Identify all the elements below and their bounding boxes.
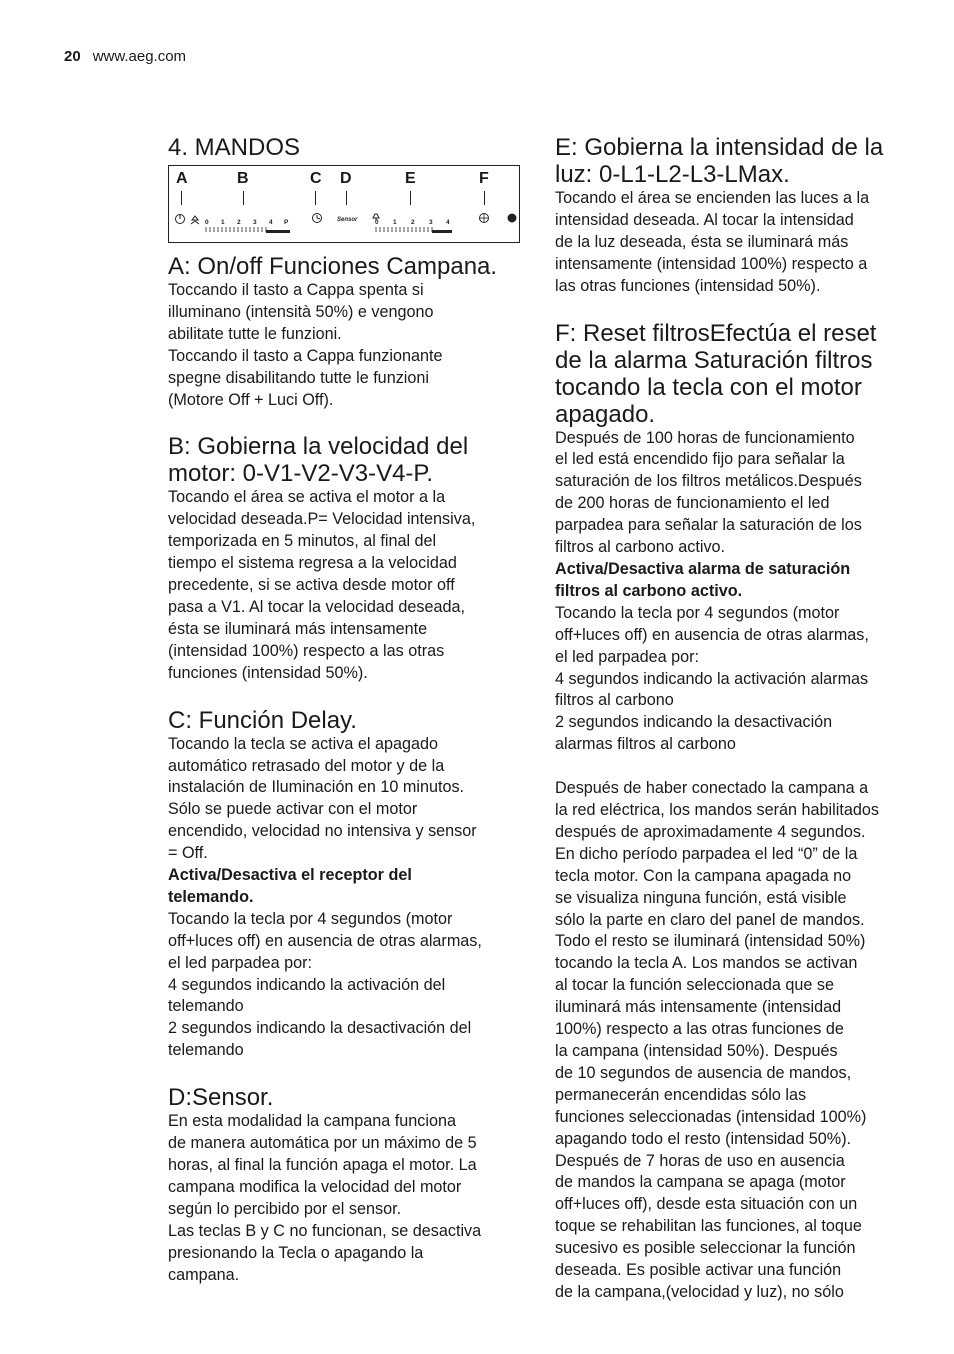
c-line: Sólo se puede activar con el motor xyxy=(168,800,418,819)
section-title: 4. MANDOS xyxy=(168,134,301,161)
f-line2: filtros al carbono xyxy=(555,691,674,710)
light-0: 0 xyxy=(375,219,379,226)
g-line: apagando todo el resto (intensidad 50%). xyxy=(555,1129,852,1148)
e-line: las otras funciones (intensidad 50%). xyxy=(555,276,821,295)
f-line: de 200 horas de funcionamiento el led xyxy=(555,494,830,513)
sensor-text: Sensor xyxy=(337,217,358,223)
g-line: toque se rehabilitan las funciones, al toque xyxy=(555,1217,862,1236)
g-line: 100%) respecto a las otras funciones de xyxy=(555,1020,844,1039)
panel-label-c: C xyxy=(310,170,322,187)
motor-4: 4 xyxy=(269,219,273,226)
a-line: Toccando il tasto a Cappa funzionante xyxy=(168,346,443,365)
section-e-title: E: Gobierna la intensidad de la xyxy=(555,134,884,161)
f-line2: off+luces off) en ausencia de otras alarmas, xyxy=(555,625,869,644)
c-bold-line: telemando. xyxy=(168,887,254,906)
b-line: pasa a V1. Al tocar la velocidad deseada, xyxy=(168,597,465,616)
c-line: Tocando la tecla se activa el apagado xyxy=(168,734,438,753)
light-scale xyxy=(375,219,450,226)
f-line: filtros al carbono activo. xyxy=(555,538,726,557)
b-line: Tocando el área se activa el motor a la xyxy=(168,488,446,507)
g-line: funciones seleccionadas (intensidad 100%) xyxy=(555,1107,867,1126)
f-line2: 4 segundos indicando la activación alarmas xyxy=(555,669,869,688)
fan-icon xyxy=(191,216,199,224)
section-f-title: apagado. xyxy=(555,400,656,428)
f-line: parpadea para señalar la saturación de los xyxy=(555,516,862,535)
motor-2: 2 xyxy=(237,219,241,226)
f-line2: Tocando la tecla por 4 segundos (motor xyxy=(555,603,840,622)
right-column xyxy=(555,134,917,1304)
g-line: Después de haber conectado la campana a xyxy=(555,779,869,798)
section-f-title: tocando la tecla con el motor xyxy=(555,373,862,401)
b-line: temporizada en 5 minutos, al final del xyxy=(168,532,437,551)
light-3: 3 xyxy=(429,219,433,226)
light-2: 2 xyxy=(411,219,415,226)
c-line: instalación de Iluminación en 10 minutos. xyxy=(168,778,465,797)
f-line: saturación de los filtros metálicos.Después xyxy=(555,472,862,491)
g-line: Después de 7 horas de uso en ausencia xyxy=(555,1151,845,1170)
f-line2: el led parpadea por: xyxy=(555,647,699,666)
g-line: off+luces off), desde esta situación con un xyxy=(555,1195,858,1214)
a-line: abilitate tutte le funzioni. xyxy=(168,324,342,343)
g-line: deseada. Es posible activar una función xyxy=(555,1261,842,1280)
b-line: precedente, si se activa desde motor off xyxy=(168,576,455,595)
section-e-title: luz: 0-L1-L2-L3-LMax. xyxy=(555,161,790,188)
section-f-title: F: Reset filtrosEfectúa el reset xyxy=(555,319,877,347)
motor-p: P xyxy=(284,219,289,226)
d-line: campana. xyxy=(168,1265,240,1284)
e-line: intensidad deseada. Al tocar la intensidad xyxy=(555,210,854,229)
panel-label-f: F xyxy=(479,170,489,187)
b-line: tiempo el sistema regresa a la velocidad xyxy=(168,554,457,573)
g-line: tocando la tecla A. Los mandos se activan xyxy=(555,954,858,973)
f-line2: 2 segundos indicando la desactivación xyxy=(555,713,833,732)
g-line: al tocar la función seleccionada que se xyxy=(555,976,834,995)
c-line2: telemando xyxy=(168,997,244,1016)
section-b-title: motor: 0-V1-V2-V3-V4-P. xyxy=(168,460,433,488)
g-line: sólo la parte en claro del panel de mandos. xyxy=(555,910,865,929)
d-line: En esta modalidad la campana funciona xyxy=(168,1112,456,1131)
e-line: de la luz deseada, ésta se iluminará más xyxy=(555,232,849,251)
section-f-title: de la alarma Saturación filtros xyxy=(555,346,873,374)
motor-scale xyxy=(205,219,289,226)
e-line: intensamente (intensidad 100%) respecto a xyxy=(555,254,868,273)
section-d-title: D:Sensor. xyxy=(168,1084,274,1112)
c-line2: off+luces off) en ausencia de otras alarmas, xyxy=(168,931,482,950)
g-line: iluminará más intensamente (intensidad xyxy=(555,998,842,1017)
light-4: 4 xyxy=(446,219,450,226)
grid-filter-icon xyxy=(480,214,489,223)
d-line: de manera automática por un máximo de 5 xyxy=(168,1134,477,1153)
g-line: la campana (intensidad 50%). Después xyxy=(555,1042,838,1060)
left-column xyxy=(168,134,516,1286)
g-line: permanecerán encendidas sólo las xyxy=(555,1085,807,1104)
g-line: se visualiza ninguna función, está visible xyxy=(555,888,847,907)
c-line2: el led parpadea por: xyxy=(168,953,312,972)
d-line: presionando la Tecla o apagando la xyxy=(168,1243,424,1262)
led-dot xyxy=(508,214,517,223)
panel-label-a: A xyxy=(176,170,188,187)
c-line: automático retrasado del motor y de la xyxy=(168,756,445,775)
a-line: spegne disabilitando tutte le funzioni xyxy=(168,368,429,387)
g-line: de 10 segundos de ausencia de mandos, xyxy=(555,1063,852,1082)
a-line: illuminano (intensità 50%) e vengono xyxy=(168,302,434,321)
section-b-title: B: Gobierna la velocidad del xyxy=(168,433,469,461)
c-line: encendido, velocidad no intensiva y sensor xyxy=(168,822,477,841)
b-line: funciones (intensidad 50%). xyxy=(168,663,368,682)
panel-label-e: E xyxy=(405,170,416,187)
control-panel-diagram xyxy=(168,165,520,243)
g-line: después de aproximadamente 4 segundos. xyxy=(555,822,866,841)
motor-1: 1 xyxy=(221,219,225,226)
g-line: sucesivo es posible seleccionar la función xyxy=(555,1239,856,1258)
c-bold-line: Activa/Desactiva el receptor del xyxy=(168,866,412,885)
f-bold-line: Activa/Desactiva alarma de saturación xyxy=(555,559,851,578)
panel-label-b: B xyxy=(237,170,249,187)
a-line: Toccando il tasto a Cappa spenta si xyxy=(168,281,424,299)
d-line: Las teclas B y C no funcionan, se desactiva xyxy=(168,1221,482,1240)
g-line: En dicho período parpadea el led “0” de la xyxy=(555,844,858,863)
light-ruler xyxy=(376,227,432,232)
e-line: Tocando el área se encienden las luces a la xyxy=(555,189,870,207)
f-bold-line: filtros al carbono activo. xyxy=(555,581,743,600)
power-icon xyxy=(176,214,185,224)
c-line2: Tocando la tecla por 4 segundos (motor xyxy=(168,909,453,928)
page-number: 20 xyxy=(64,48,81,65)
timer-icon xyxy=(313,214,322,223)
motor-ruler xyxy=(206,227,266,232)
g-line: Todo el resto se iluminará (intensidad 50%) xyxy=(555,932,866,951)
g-line: tecla motor. Con la campana apagada no xyxy=(555,866,852,885)
section-c-title: C: Función Delay. xyxy=(168,706,357,734)
light-max-bar xyxy=(432,230,452,233)
page-header xyxy=(64,48,186,65)
g-line: de mandos la campana se apaga (motor xyxy=(555,1173,846,1192)
panel-label-d: D xyxy=(340,170,352,187)
site-url: www.aeg.com xyxy=(92,48,187,65)
motor-intensive-bar xyxy=(266,230,290,233)
d-line: según lo percibido por el sensor. xyxy=(168,1199,402,1218)
c-line2: telemando xyxy=(168,1041,244,1060)
b-line: velocidad deseada.P= Velocidad intensiva, xyxy=(168,510,476,529)
f-line: el led está encendido fijo para señalar la xyxy=(555,450,845,469)
light-1: 1 xyxy=(393,219,397,226)
c-line: = Off. xyxy=(168,844,208,863)
f-line2: alarmas filtros al carbono xyxy=(555,735,736,754)
b-line: (intensidad 100%) respecto a las otras xyxy=(168,641,445,660)
c-line2: 2 segundos indicando la desactivación del xyxy=(168,1019,472,1038)
g-line: de la campana,(velocidad y luz), no sólo xyxy=(555,1282,844,1301)
a-line: (Motore Off + Luci Off). xyxy=(168,390,334,409)
d-line: horas, al final la función apaga el motor. La xyxy=(168,1156,477,1174)
c-line2: 4 segundos indicando la activación del xyxy=(168,975,446,994)
panel-symbols xyxy=(169,166,521,244)
f-line: Después de 100 horas de funcionamiento xyxy=(555,428,855,447)
section-a-title: A: On/off Funciones Campana. xyxy=(168,253,498,280)
motor-3: 3 xyxy=(253,219,257,226)
g-line: la red eléctrica, los mandos serán habilitados xyxy=(555,801,879,820)
b-line: ésta se iluminará más intensamente xyxy=(168,619,428,638)
d-line: campana modifica la velocidad del motor xyxy=(168,1177,462,1196)
motor-0: 0 xyxy=(205,219,209,226)
